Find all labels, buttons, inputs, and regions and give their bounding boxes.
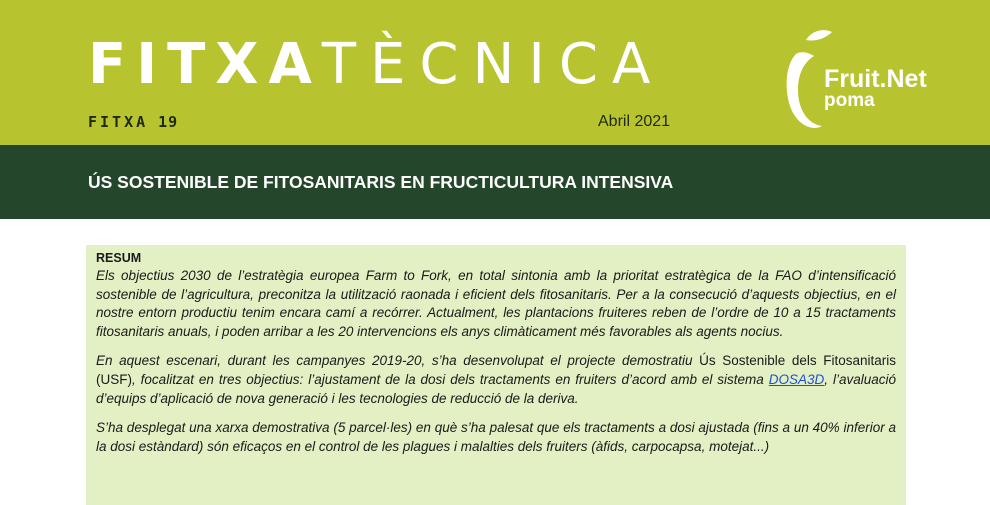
- header-banner: [0, 0, 990, 145]
- fruitnet-logo: [778, 28, 978, 133]
- logo-subtitle: poma: [824, 90, 875, 111]
- brand-title: [88, 30, 664, 100]
- dosa3d-link[interactable]: DOSA3D: [768, 371, 825, 387]
- summary-heading: RESUM: [96, 251, 142, 265]
- fitxa-label-text: FITXA: [88, 113, 149, 131]
- publication-date: Abril 2021: [598, 113, 671, 130]
- paragraph-2-project-name: Ús Sostenible dels Fitosanitaris (USF): [96, 353, 896, 387]
- paragraph-2-text-d: , l’avaluació d’equips d’aplicació de nova generació i les tecnologies de reducció de la deriva.: [96, 371, 896, 406]
- document-title: ÚS SOSTENIBLE DE FITOSANITARIS EN FRUCTICULTURA INTENSIVA: [88, 172, 674, 192]
- paragraph-2-text-c: , focalitzat en tres objectius: l’ajustament de la dosi dels tractaments en fruiters d’acord amb el sistema: [132, 371, 769, 387]
- brand-title-bold: FITXA: [88, 32, 322, 97]
- title-band: [0, 145, 990, 219]
- summary-paragraph-3: S’ha desplegat una xarxa demostrativa (5 parcel·les) en què s’ha palesat que els tractaments a dosi ajustada (fins a un 40% inferior a la dosi estàndard) són eficaços en el control de les plagues i malalties dels fruiters (àfids, carpocapsa, motejat...): [96, 420, 896, 454]
- summary-box: [86, 245, 906, 505]
- logo-text: [824, 66, 927, 110]
- summary-paragraph-2: [96, 352, 896, 408]
- fitxa-number: 19: [158, 113, 179, 131]
- summary-paragraph-1: Els objectius 2030 de l’estratègia europea Farm to Fork, en total sintonia amb la prioritat estratègica de la FAO d’intensificació sostenible de l’agricultura, preconitza la utilització raonada i eficient dels fitosanitaris. Per a la consecució d’aquests objectius, en el nostre entorn productiu tenim encara camí a recórrer. Actualment, les plantacions fruiteres reben de l’ordre de 10 a 15 tractaments fitosanitaris anuals, i poden arribar a les 20 intervencions els anys climàticament més favorables als agents nocius.: [96, 268, 896, 339]
- fitxa-number-label: [88, 113, 178, 131]
- paragraph-2-text-a: En aquest escenari, durant les campanyes 2019-20, s’ha desenvolupat el projecte demostratiu: [96, 353, 700, 369]
- logo-name: Fruit.Net: [824, 65, 927, 93]
- brand-title-light: TÈCNICA: [321, 32, 665, 97]
